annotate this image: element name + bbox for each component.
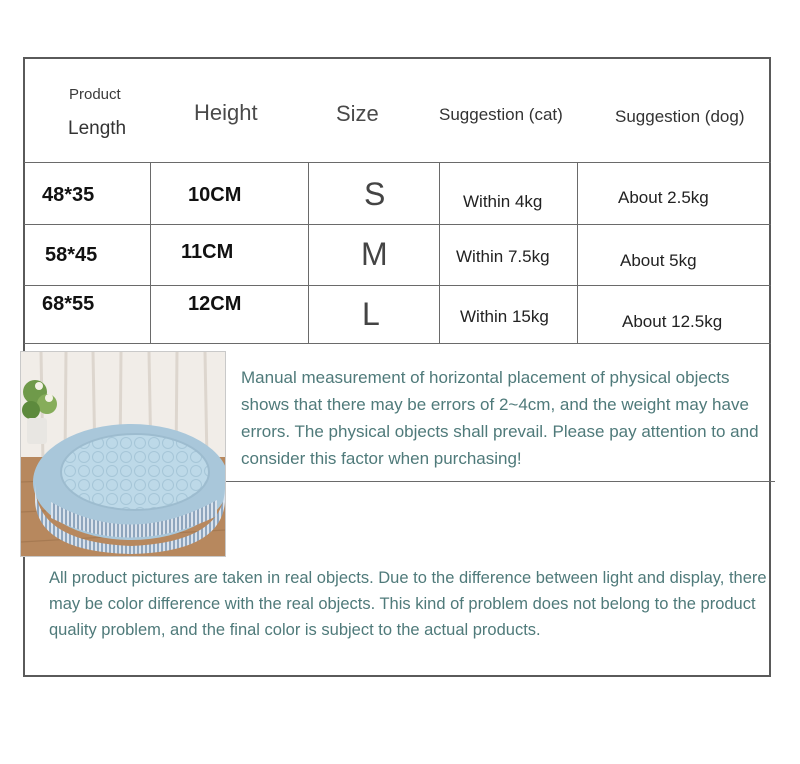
row-2-length: 58*45 — [45, 244, 98, 266]
row-2-cat: Within 7.5kg — [456, 247, 550, 266]
header-height: Height — [194, 100, 258, 125]
row-3-size: L — [362, 296, 380, 332]
row-3-dog: About 12.5kg — [622, 312, 723, 331]
note-divider — [224, 481, 775, 482]
row-divider-2 — [24, 285, 771, 286]
col-divider-3 — [439, 162, 440, 343]
row-3-cat: Within 15kg — [460, 307, 549, 326]
row-3-height: 12CM — [188, 293, 242, 315]
header-suggestion-cat: Suggestion (cat) — [439, 105, 563, 124]
row-divider-1 — [24, 224, 771, 225]
row-2-size: M — [361, 236, 388, 272]
row-1-height: 10CM — [188, 184, 242, 206]
row-2-height: 11CM — [181, 241, 234, 263]
header-suggestion-dog: Suggestion (dog) — [615, 107, 745, 126]
header-divider — [24, 162, 771, 163]
row-3-length: 68*55 — [42, 293, 95, 315]
col-divider-1 — [150, 162, 151, 343]
header-length-line2: Length — [68, 118, 127, 139]
color-difference-note: All product pictures are taken in real objects. Due to the difference between light and display, there may be color difference with the real objects. This kind of problem does not belong to the product quality problem, and the final color is subject to the actual products. — [49, 569, 767, 639]
measurement-note: Manual measurement of horizontal placement of physical objects shows that there may be errors of 2~4cm, and the weight may have errors. The physical objects shall prevail. Please pay attention to and consider this factor when purchasing! — [241, 368, 759, 468]
row-1-size: S — [364, 176, 386, 212]
pet-bed-photo — [20, 351, 226, 557]
row-2-dog: About 5kg — [620, 251, 697, 270]
col-divider-2 — [308, 162, 309, 343]
row-1-length: 48*35 — [42, 184, 95, 206]
header-length-line1: Product — [69, 86, 121, 103]
row-1-dog: About 2.5kg — [618, 188, 709, 207]
table-bottom-divider — [24, 343, 771, 344]
header-size: Size — [336, 101, 379, 126]
row-1-cat: Within 4kg — [463, 192, 543, 211]
col-divider-4 — [577, 162, 578, 343]
